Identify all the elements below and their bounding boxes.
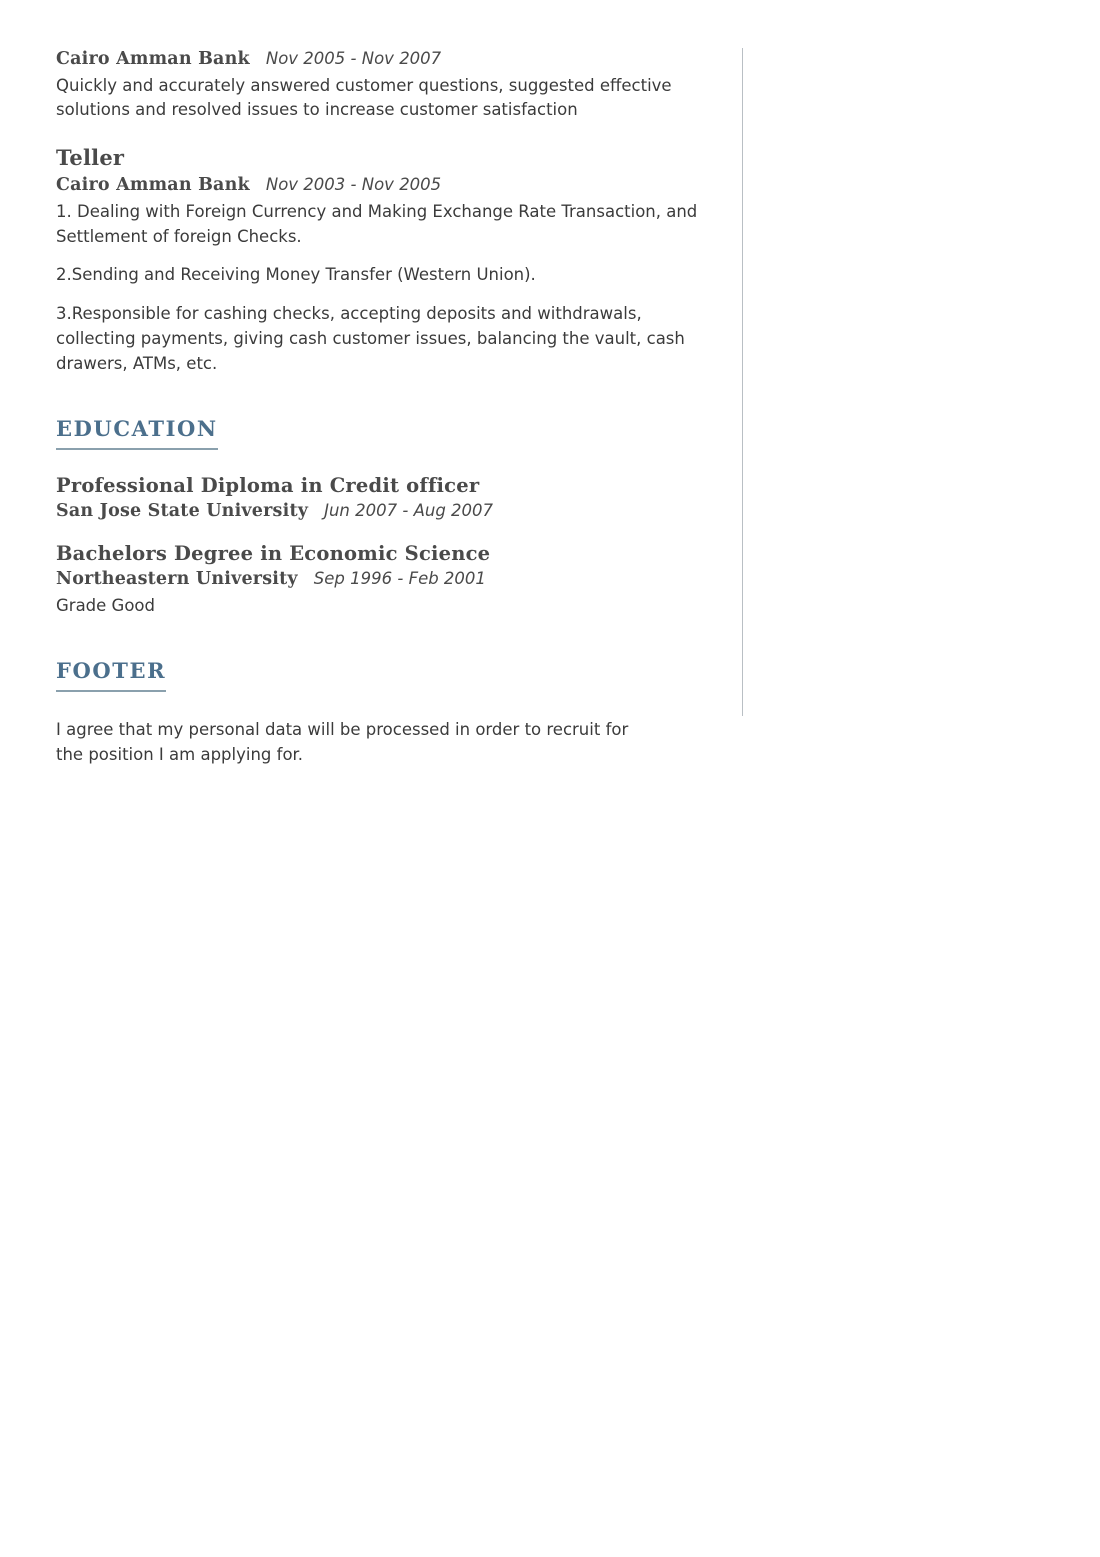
education-grade: Grade Good (56, 595, 155, 615)
footer-section-heading: FOOTER (56, 658, 166, 692)
experience-entry (56, 48, 716, 123)
education-degree: Professional Diploma in Credit officer (56, 474, 480, 498)
column-divider (742, 48, 743, 716)
experience-entry (56, 145, 716, 376)
education-section (56, 416, 716, 618)
experience-dates: Nov 2005 - Nov 2007 (265, 49, 442, 68)
experience-organization: Cairo Amman Bank (56, 49, 250, 69)
education-school: Northeastern University (56, 568, 298, 589)
education-dates: Jun 2007 - Aug 2007 (324, 501, 494, 521)
experience-dates: Nov 2003 - Nov 2005 (265, 175, 442, 195)
education-entry (56, 474, 716, 524)
experience-description: 2.Sending and Receiving Money Transfer (Western Union). (56, 265, 536, 285)
education-school-line (56, 568, 716, 592)
resume-main-column (56, 48, 716, 768)
experience-description: Quickly and accurately answered customer questions, suggested effective solutions and resolved issues to increase customer satisfaction (56, 75, 672, 120)
education-dates: Sep 1996 - Feb 2001 (313, 568, 486, 588)
experience-organization: Cairo Amman Bank (56, 175, 250, 196)
experience-description: 1. Dealing with Foreign Currency and Making Exchange Rate Transaction, and Settlement of foreign Checks. (56, 201, 698, 246)
experience-org-line (56, 174, 716, 198)
education-school-line (56, 500, 716, 524)
education-section-heading: EDUCATION (56, 416, 218, 450)
experience-role-title: Teller (56, 145, 125, 171)
experience-org-line (56, 48, 716, 72)
footer-consent-text: I agree that my personal data will be processed in order to recruit for the position I am applying for. (56, 720, 629, 764)
footer-section (56, 658, 716, 768)
education-school: San Jose State University (56, 501, 309, 522)
education-degree: Bachelors Degree in Economic Science (56, 541, 491, 565)
experience-description: 3.Responsible for cashing checks, accepting deposits and withdrawals, collecting payments, giving cash customer issues, balancing the vault, cash drawers, ATMs, etc. (56, 304, 685, 373)
education-entry (56, 542, 716, 618)
